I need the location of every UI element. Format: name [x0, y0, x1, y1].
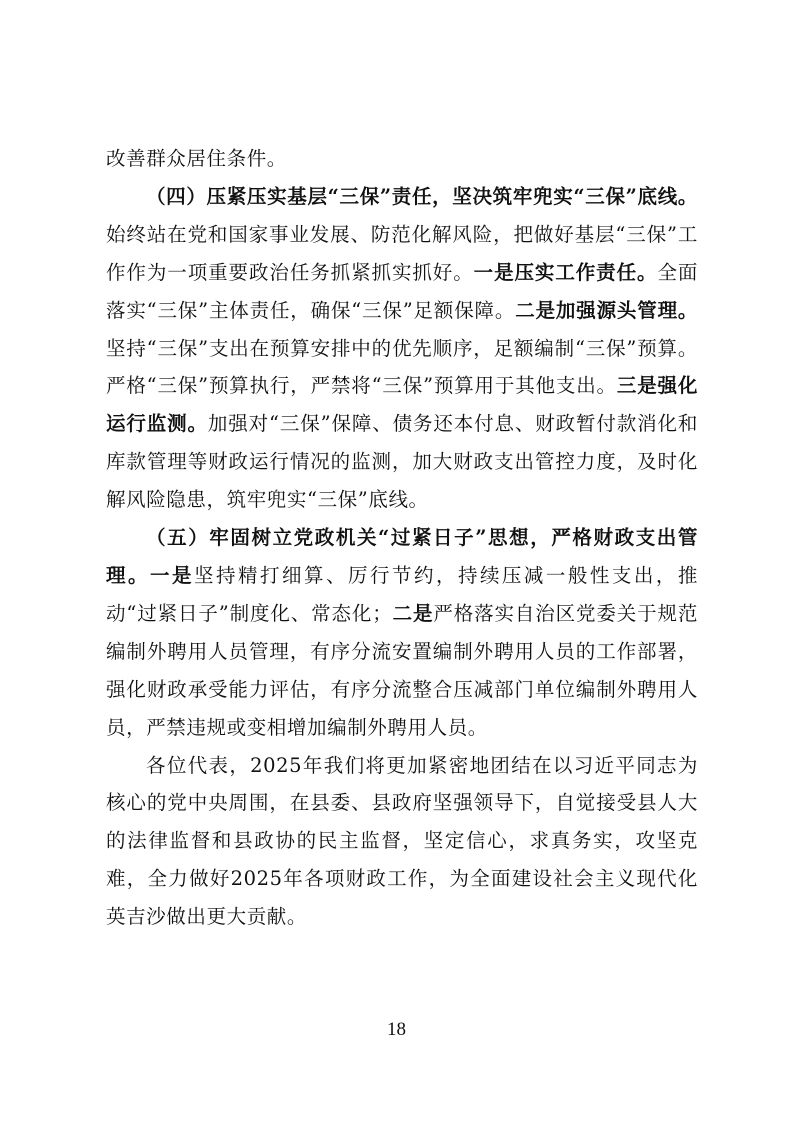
paragraph-4	[106, 747, 698, 937]
body-text	[106, 140, 698, 936]
section-heading-5: （五）牢固树立党政机关“过紧日子”思想，严格财政支出管理。	[106, 526, 698, 587]
text-run: 坚持精打细算、厉行节约，持续压减一般性支出，推动“过紧日子”制度化、常态化；	[106, 563, 698, 625]
text-run: 改善群众居住条件。	[106, 147, 287, 170]
paragraph-1	[106, 140, 698, 178]
text-run: 加强对“三保”保障、债务还本付息、财政暂付款消化和库款管理等财政运行情况的监测，加大财政支出管控力度，及时化解风险隐患，筑牢兜实“三保”底线。	[106, 412, 698, 512]
bold-point-2: 二是加强源头管理。	[515, 298, 699, 322]
text-run: 始终站在党和国家事业发展、防范化解风险，把做好基层“三保”工作作为一项重要政治任务抓紧抓实抓好。	[106, 222, 698, 284]
text-run: 坚持“三保”支出在预算安排中的优先顺序，足额编制“三保”预算。严格“三保”预算执行，严禁将“三保”预算用于其他支出。	[106, 336, 698, 398]
bold-point-1: 一是	[150, 563, 194, 587]
paragraph-2	[106, 178, 698, 519]
bold-point-1: 一是压实工作责任。	[473, 260, 658, 284]
text-run: 严格落实自治区党委关于规范编制外聘用人员管理，有序分流安置编制外聘用人员的工作部署，强化财政承受能力评估，有序分流整合压减部门单位编制外聘用人员，严禁违规或变相增加编制外聘用人员。	[106, 601, 698, 739]
text-run: 全面落实“三保”主体责任，确保“三保”足额保障。	[106, 260, 698, 322]
text-run: 各位代表，2025年我们将更加紧密地团结在以习近平同志为核心的党中央周围，在县委、县政府坚强领导下，自觉接受县人大的法律监督和县政协的民主监督，坚定信心，求真务实，攻坚克难，全力做好2025年各项财政工作，为全面建设社会主义现代化英吉沙做出更大贡献。	[106, 753, 698, 929]
page-number: 18	[387, 1019, 406, 1040]
bold-point-2: 二是	[392, 601, 434, 625]
bold-point-3: 三是强化运行监测。	[106, 374, 698, 436]
section-heading-4: （四）压紧压实基层“三保”责任，坚决筑牢兜实“三保”底线。	[146, 184, 698, 208]
paragraph-3	[106, 519, 698, 746]
